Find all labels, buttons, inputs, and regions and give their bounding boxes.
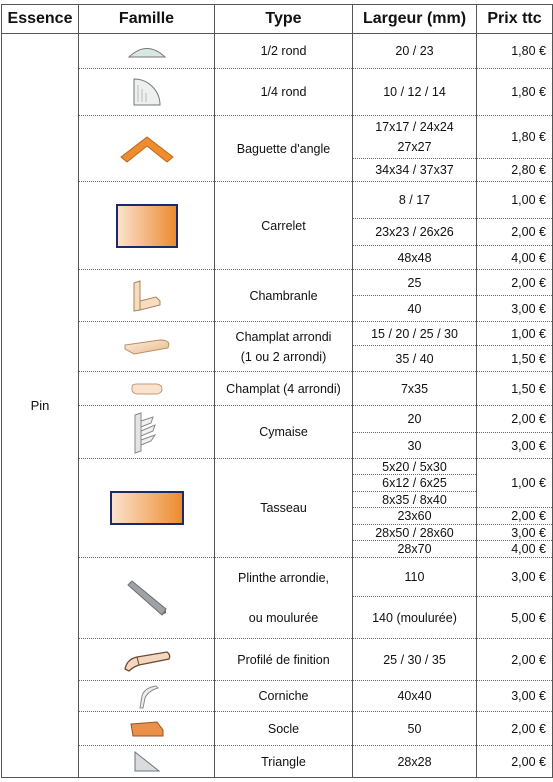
type-cell: Baguette d'angle bbox=[215, 116, 353, 182]
prix-cell: 3,00 € bbox=[477, 525, 553, 541]
prix-cell: 3,00 € bbox=[477, 296, 553, 322]
famille-cell bbox=[79, 558, 215, 639]
prix-cell: 2,00 € bbox=[477, 712, 553, 746]
header-row bbox=[2, 5, 553, 34]
largeur-cell: 8 / 17 bbox=[353, 182, 477, 219]
type-cell: Chambranle bbox=[215, 270, 353, 322]
cornice-icon bbox=[132, 682, 162, 710]
header-famille: Famille bbox=[79, 5, 215, 34]
table-row bbox=[2, 270, 553, 296]
plinth-icon bbox=[127, 718, 167, 740]
largeur-cell: 28x28 bbox=[353, 746, 477, 778]
largeur-line: 17x17 / 24x24 bbox=[375, 120, 454, 134]
largeur-cell: 20 bbox=[353, 406, 477, 433]
rounded-flat-molding-icon bbox=[122, 335, 172, 359]
largeur-cell: 20 / 23 bbox=[353, 34, 477, 69]
largeur-cell: 30 bbox=[353, 433, 477, 459]
largeur-cell: 5x20 / 5x30 bbox=[353, 459, 477, 475]
corner-molding-icon bbox=[117, 133, 177, 165]
table-row bbox=[2, 712, 553, 746]
famille-cell bbox=[79, 639, 215, 681]
table-row bbox=[2, 558, 553, 597]
largeur-cell: 50 bbox=[353, 712, 477, 746]
table-row bbox=[2, 182, 553, 219]
prix-cell: 2,00 € bbox=[477, 219, 553, 246]
type-cell: 1/4 rond bbox=[215, 69, 353, 116]
largeur-cell: 23x60 bbox=[353, 508, 477, 525]
type-line: (1 ou 2 arrondi) bbox=[240, 349, 327, 364]
type-cell: Champlat (4 arrondi) bbox=[215, 372, 353, 406]
prix-cell: 1,00 € bbox=[477, 182, 553, 219]
type-cell: Cymaise bbox=[215, 406, 353, 459]
type-cell: Corniche bbox=[215, 681, 353, 712]
prix-cell: 1,50 € bbox=[477, 372, 553, 406]
largeur-cell: 40x40 bbox=[353, 681, 477, 712]
type-line: Plinthe arrondie, bbox=[237, 571, 330, 585]
prix-cell: 5,00 € bbox=[477, 597, 553, 639]
table-row bbox=[2, 639, 553, 681]
table-row bbox=[2, 116, 553, 159]
prix-cell: 4,00 € bbox=[477, 541, 553, 558]
famille-cell bbox=[79, 322, 215, 372]
prix-cell: 1,50 € bbox=[477, 346, 553, 372]
largeur-cell: 140 (moulurée) bbox=[353, 597, 477, 639]
famille-cell bbox=[79, 182, 215, 270]
type-cell: Carrelet bbox=[215, 182, 353, 270]
architrave-molding-icon bbox=[130, 277, 164, 315]
largeur-cell: 34x34 / 37x37 bbox=[353, 159, 477, 182]
type-cell bbox=[215, 322, 353, 372]
dado-rail-icon bbox=[129, 409, 165, 455]
largeur-cell: 28x70 bbox=[353, 541, 477, 558]
largeur-cell: 15 / 20 / 25 / 30 bbox=[353, 322, 477, 346]
header-largeur: Largeur (mm) bbox=[353, 5, 477, 34]
prix-cell: 2,00 € bbox=[477, 639, 553, 681]
table-row bbox=[2, 746, 553, 778]
type-cell: Profilé de finition bbox=[215, 639, 353, 681]
largeur-cell: 25 bbox=[353, 270, 477, 296]
table-row bbox=[2, 459, 553, 475]
largeur-cell: 25 / 30 / 35 bbox=[353, 639, 477, 681]
prix-cell: 2,00 € bbox=[477, 270, 553, 296]
skirting-board-icon bbox=[124, 575, 170, 621]
largeur-line: 27x27 bbox=[397, 140, 432, 154]
prix-cell: 1,80 € bbox=[477, 34, 553, 69]
header-essence: Essence bbox=[2, 5, 79, 34]
price-table bbox=[1, 4, 553, 778]
prix-cell: 1,00 € bbox=[477, 459, 553, 508]
prix-cell: 3,00 € bbox=[477, 433, 553, 459]
flat-4-rounded-molding-icon bbox=[129, 381, 165, 397]
table-row bbox=[2, 681, 553, 712]
famille-cell bbox=[79, 746, 215, 778]
largeur-cell: 7x35 bbox=[353, 372, 477, 406]
prix-cell: 3,00 € bbox=[477, 681, 553, 712]
prix-cell: 2,00 € bbox=[477, 746, 553, 778]
prix-cell: 3,00 € bbox=[477, 558, 553, 597]
half-round-molding-icon bbox=[127, 44, 167, 58]
triangle-molding-icon bbox=[131, 750, 163, 774]
header-prix: Prix ttc bbox=[477, 5, 553, 34]
prix-cell: 4,00 € bbox=[477, 246, 553, 270]
largeur-cell: 110 bbox=[353, 558, 477, 597]
table-row bbox=[2, 372, 553, 406]
famille-cell bbox=[79, 116, 215, 182]
type-line: ou moulurée bbox=[248, 611, 319, 625]
famille-cell bbox=[79, 406, 215, 459]
essence-cell: Pin bbox=[2, 34, 79, 778]
quarter-round-molding-icon bbox=[130, 75, 164, 109]
largeur-cell: 10 / 12 / 14 bbox=[353, 69, 477, 116]
prix-cell: 2,00 € bbox=[477, 406, 553, 433]
famille-cell bbox=[79, 681, 215, 712]
square-batten-icon bbox=[115, 203, 179, 249]
type-cell: Tasseau bbox=[215, 459, 353, 558]
table-row bbox=[2, 34, 553, 69]
type-cell: Triangle bbox=[215, 746, 353, 778]
prix-cell: 2,80 € bbox=[477, 159, 553, 182]
famille-cell bbox=[79, 372, 215, 406]
famille-cell bbox=[79, 69, 215, 116]
type-cell: Socle bbox=[215, 712, 353, 746]
table-row bbox=[2, 406, 553, 433]
table-row bbox=[2, 322, 553, 346]
largeur-cell: 35 / 40 bbox=[353, 346, 477, 372]
prix-cell: 2,00 € bbox=[477, 508, 553, 525]
largeur-cell: 8x35 / 8x40 bbox=[353, 492, 477, 508]
largeur-cell bbox=[353, 116, 477, 159]
famille-cell bbox=[79, 34, 215, 69]
header-type: Type bbox=[215, 5, 353, 34]
type-cell: 1/2 rond bbox=[215, 34, 353, 69]
famille-cell bbox=[79, 712, 215, 746]
prix-cell: 1,80 € bbox=[477, 116, 553, 159]
type-cell bbox=[215, 558, 353, 639]
largeur-cell: 23x23 / 26x26 bbox=[353, 219, 477, 246]
largeur-cell: 40 bbox=[353, 296, 477, 322]
largeur-cell: 48x48 bbox=[353, 246, 477, 270]
famille-cell bbox=[79, 459, 215, 558]
prix-cell: 1,80 € bbox=[477, 69, 553, 116]
largeur-cell: 28x50 / 28x60 bbox=[353, 525, 477, 541]
prix-cell: 1,00 € bbox=[477, 322, 553, 346]
type-line: Champlat arrondi bbox=[235, 329, 332, 344]
rectangular-batten-icon bbox=[109, 490, 185, 526]
finishing-profile-icon bbox=[121, 647, 173, 673]
table-row bbox=[2, 69, 553, 116]
famille-cell bbox=[79, 270, 215, 322]
largeur-cell: 6x12 / 6x25 bbox=[353, 475, 477, 492]
